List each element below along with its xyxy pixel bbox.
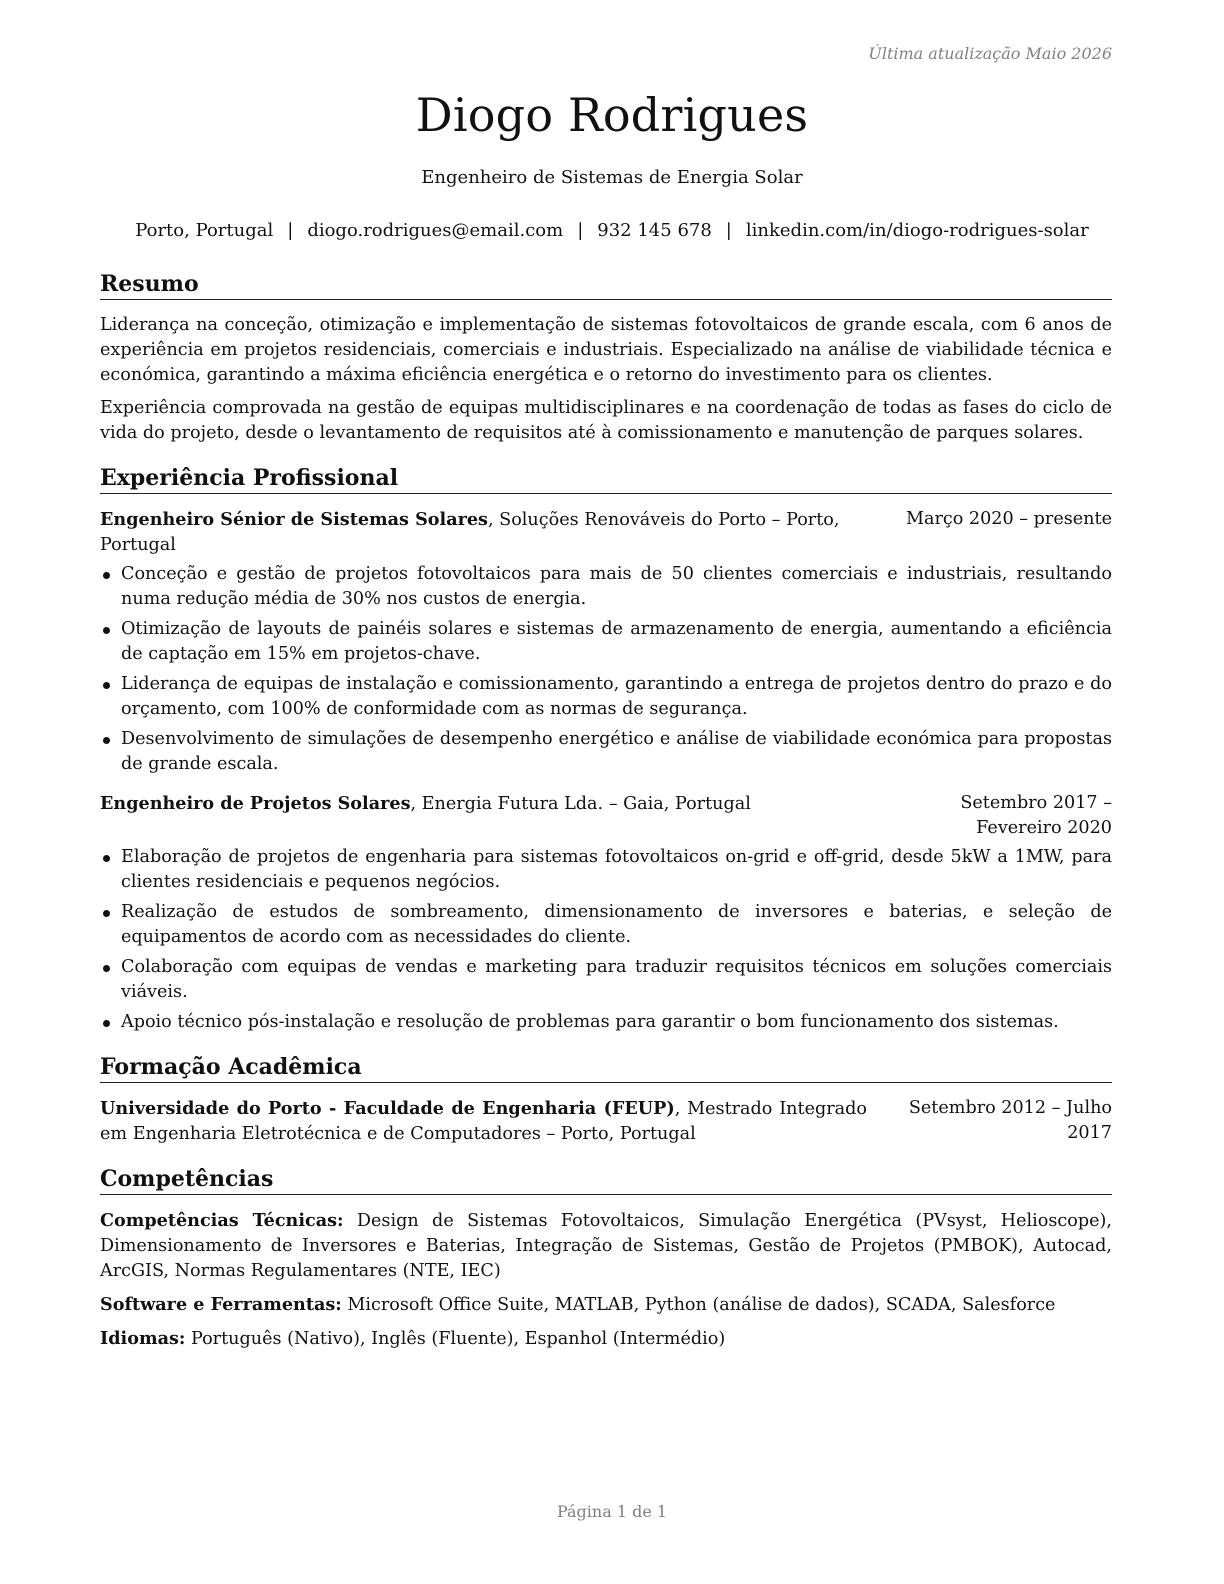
education-institution-degree <box>100 1096 867 1147</box>
list-item <box>100 900 1112 950</box>
contact-email[interactable]: diogo.rodrigues@email.com <box>307 220 564 241</box>
job-role: Engenheiro Sénior de Sistemas Solares <box>100 509 488 530</box>
job-role-company <box>100 507 886 558</box>
bullet-text: Conceção e gestão de projetos fotovoltaicos para mais de 50 clientes comerciais e industriais, resultando numa redução média de 30% nos custos de energia. <box>121 564 1112 609</box>
job-bullets <box>100 845 1112 1035</box>
bullet-icon <box>103 965 110 972</box>
skill-label: Software e Ferramentas: <box>100 1294 342 1315</box>
job-dates: Setembro 2017 – Fevereiro 2020 <box>960 793 1112 838</box>
job-company: , Energia Futura Lda. – Gaia, Portugal <box>410 794 751 814</box>
job-dates: Março 2020 – presente <box>905 509 1112 529</box>
skills-section <box>100 1165 1112 1352</box>
skill-label: Idiomas: <box>100 1328 186 1349</box>
contact-separator: | <box>287 220 294 241</box>
bullet-text: Colaboração com equipas de vendas e marketing para traduzir requisitos técnicos em soluções comerciais viáveis. <box>121 957 1112 1002</box>
list-item <box>100 672 1112 722</box>
skill-label: Competências Técnicas: <box>100 1210 344 1231</box>
summary-paragraph: Liderança na conceção, otimização e implementação de sistemas fotovoltaicos de grande escala, com 6 anos de experiência em projetos residenciais, comerciais e industriais. Especializado na análise de viabilidade técnica e económica, garantindo a máxima eficiência energética e o retorno do investimento para os clientes. <box>100 315 1112 385</box>
list-item <box>100 562 1112 612</box>
page-number: Página 1 de 1 <box>556 1502 668 1521</box>
contact-separator: | <box>577 220 584 241</box>
bullet-text: Realização de estudos de sombreamento, dimensionamento de inversores e baterias, e seleção de equipamentos de acordo com as necessidades do cliente. <box>121 902 1112 947</box>
contact-separator: | <box>725 220 732 241</box>
bullet-icon <box>103 1020 110 1027</box>
candidate-name: Diogo Rodrigues <box>415 88 809 142</box>
education-entry <box>100 1096 1112 1147</box>
skill-line <box>100 1326 1112 1352</box>
section-title-summary: Resumo <box>100 270 1112 300</box>
section-title-education: Formação Acadêmica <box>100 1053 1112 1083</box>
education-institution: Universidade do Porto - Faculdade de Engenharia (FEUP) <box>100 1098 675 1119</box>
bullet-icon <box>103 855 110 862</box>
skill-value: Design de Sistemas Fotovoltaicos, Simulação Energética (PVsyst, Helioscope), Dimensionamento de Inversores e Baterias, Integração de Sistemas, Gestão de Projetos (PMBOK), Autocad, ArcGIS, Normas Regulamentares (NTE, IEC) <box>100 1211 1112 1281</box>
skill-line <box>100 1208 1112 1284</box>
bullet-icon <box>103 910 110 917</box>
skill-value: Português (Nativo), Inglês (Fluente), Espanhol (Intermédio) <box>185 1329 726 1349</box>
job-entry <box>100 507 1112 777</box>
list-item <box>100 727 1112 777</box>
summary-section <box>100 270 1112 446</box>
experience-section <box>100 464 1112 1035</box>
list-item <box>100 845 1112 895</box>
job-role-company <box>100 791 852 841</box>
bullet-text: Otimização de layouts de painéis solares e sistemas de armazenamento de energia, aumentando a eficiência de captação em 15% em projetos-chave. <box>121 619 1112 664</box>
candidate-headline: Engenheiro de Sistemas de Energia Solar <box>421 167 803 188</box>
job-company: , Soluções Renováveis do Porto – Porto, Portugal <box>100 510 840 555</box>
bullet-icon <box>103 682 110 689</box>
skill-line <box>100 1292 1112 1318</box>
bullet-text: Liderança de equipas de instalação e comissionamento, garantindo a entrega de projetos dentro do prazo e do orçamento, com 100% de conformidade com as normas de segurança. <box>121 674 1112 719</box>
section-title-experience: Experiência Profissional <box>100 464 1112 494</box>
contact-linkedin[interactable]: linkedin.com/in/diogo-rodrigues-solar <box>745 220 1089 241</box>
bullet-icon <box>103 627 110 634</box>
contact-phone: 932 145 678 <box>597 220 712 241</box>
job-role: Engenheiro de Projetos Solares <box>100 793 411 814</box>
bullet-text: Desenvolvimento de simulações de desempenho energético e análise de viabilidade económica para propostas de grande escala. <box>121 729 1112 774</box>
education-dates: Setembro 2012 – Julho 2017 <box>908 1098 1112 1143</box>
education-section <box>100 1053 1112 1147</box>
summary-paragraph: Experiência comprovada na gestão de equipas multidisciplinares e na coordenação de todas as fases do ciclo de vida do projeto, desde o levantamento de requisitos até à comissionamento e manutenção de parques solares. <box>100 398 1112 443</box>
contact-location: Porto, Portugal <box>135 220 274 241</box>
bullet-text: Elaboração de projetos de engenharia para sistemas fotovoltaicos on-grid e off-grid, desde 5kW a 1MW, para clientes residenciais e pequenos negócios. <box>121 847 1112 892</box>
bullet-icon <box>103 737 110 744</box>
contact-line <box>0 220 1224 241</box>
education-degree: , Mestrado Integrado em Engenharia Eletrotécnica e de Computadores – Porto, Portugal <box>100 1099 867 1144</box>
list-item <box>100 617 1112 667</box>
last-updated: Última atualização Maio 2026 <box>868 44 1112 63</box>
job-header <box>100 791 1112 841</box>
job-entry <box>100 791 1112 1035</box>
bullet-text: Apoio técnico pós-instalação e resolução de problemas para garantir o bom funcionamento dos sistemas. <box>121 1012 1059 1032</box>
list-item <box>100 1010 1112 1035</box>
job-header <box>100 507 1112 558</box>
bullet-icon <box>103 572 110 579</box>
skill-value: Microsoft Office Suite, MATLAB, Python (análise de dados), SCADA, Salesforce <box>341 1295 1056 1315</box>
resume-content <box>100 270 1112 1370</box>
list-item <box>100 955 1112 1005</box>
section-title-skills: Competências <box>100 1165 1112 1195</box>
job-bullets <box>100 562 1112 777</box>
